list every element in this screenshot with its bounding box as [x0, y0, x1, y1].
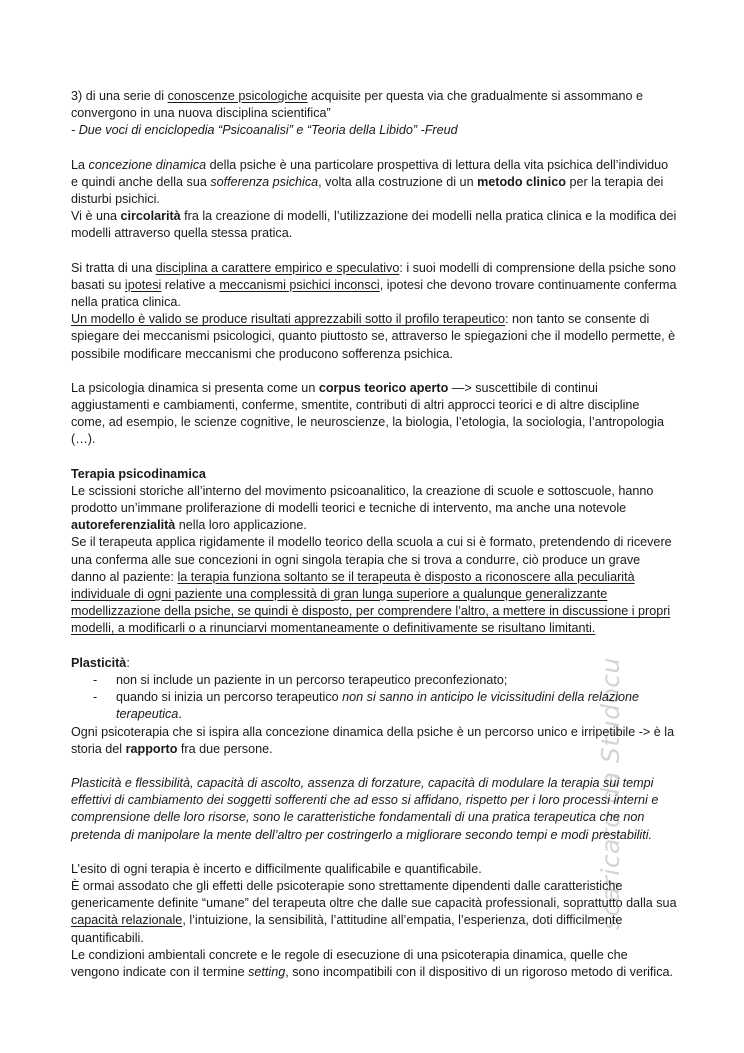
paragraph-setting: [71, 947, 677, 981]
text-run: Le condizioni ambientali concrete e le regole di esecuzione di una psicoterapia dinamica, quelle che vengono indicate con il termine: [71, 947, 628, 979]
text-run: Ogni psicoterapia che si ispira alla concezione dinamica della psiche è un percorso unico e irripetibile -> è la storia del: [71, 724, 675, 756]
italic-term: concezione dinamica: [88, 157, 207, 172]
text-run: , sono incompatibili con il dispositivo di un rigoroso metodo di verifica.: [285, 964, 674, 979]
text-run: :: [126, 655, 130, 670]
bold-term: corpus teorico aperto: [318, 380, 449, 395]
plasticita-list: [71, 672, 677, 724]
underlined-term: meccanismi psichici inconsci: [219, 277, 380, 292]
text-run: La psicologia dinamica si presenta come un: [71, 380, 319, 395]
text-run: .: [178, 707, 182, 722]
text-run: , ipotesi che devono trovare continuamente conferma nella pratica clinica.: [71, 277, 677, 310]
text-run: nella loro applicazione.: [175, 518, 307, 533]
citation: - Due voci di enciclopedia “Psicoanalisi” e “Teoria della Libido” -Freud: [71, 123, 458, 138]
text-run: fra due persone.: [177, 741, 273, 756]
underlined-term: Un modello è valido se produce risultati apprezzabili sotto il profilo terapeutico: [71, 312, 506, 327]
text-run: —> suscettibile di continui aggiustamenti e cambiamenti, conferme, smentite, contributi di altri approcci teorici e di altre discipline come, ad esempio, le scienze cognitive, le neuroscienze, la biologia, l’etologia, la sociologia, l’antropologia (…).: [71, 380, 664, 447]
underlined-term: conoscenze psicologiche: [167, 89, 308, 103]
paragraph-scissioni: [71, 483, 677, 535]
text-run: Le scissioni storiche all’interno del movimento psicoanalitico, la creazione di scuole e sottoscuole, hanno prodotto un’immane proliferazione di modelli teorici e tecniche di intervento, ma anche una notevole: [71, 483, 654, 516]
text-run: relative a: [161, 277, 220, 292]
text-run: : non tanto se consente di spiegare dei meccanismi psicologici, quanto piuttosto se, attraverso le spiegazioni che il modello permette, è possibile modificare meccanismi che producono sofferenza psichica.: [71, 312, 676, 361]
list-item: [93, 672, 677, 689]
text-run: Si tratta di una: [71, 260, 156, 275]
underlined-term: ipotesi: [124, 277, 162, 292]
section-heading-plasticita: [71, 655, 677, 672]
paragraph-esito: L’esito di ogni terapia è incerto e difficilmente qualificabile e quantificabile.: [71, 861, 482, 876]
text-run: : i suoi modelli di comprensione della psiche sono basati su: [71, 260, 676, 292]
list-item: [93, 689, 677, 723]
underlined-term: capacità relazionale: [71, 913, 183, 928]
bold-term: metodo clinico: [477, 174, 566, 189]
paragraph-disciplina: [71, 260, 677, 312]
italic-term: sofferenza psichica: [210, 174, 319, 189]
list-item-text: quando si inizia un percorso terapeutico: [116, 690, 343, 705]
watermark-text: scaricato da Studocu: [596, 657, 625, 930]
underlined-term: disciplina a carattere empirico e speculativo: [155, 260, 400, 275]
italic-term: setting: [248, 964, 286, 979]
paragraph-modello-valido: [71, 311, 677, 363]
text-run: , volta alla costruzione di un: [318, 174, 478, 189]
list-item-text: non si include un paziente in un percorso terapeutico preconfezionato;: [116, 672, 508, 687]
bold-term: rapporto: [125, 741, 178, 756]
paragraph-circolarita: [71, 208, 677, 242]
bold-heading: Plasticità: [71, 655, 127, 670]
intro-paragraph: [71, 88, 677, 122]
text-run: , l’intuizione, la sensibilità, l’attitudine all’empatia, l’esperienza, doti difficilmente quantificabili.: [71, 913, 623, 945]
document-page: [71, 88, 677, 981]
text-run: acquisite per questa via che gradualmente si assommano e convergono in una nuova disciplina scientifica”: [71, 89, 643, 121]
dash-bullet: -: [93, 690, 98, 705]
text-run: Se il terapeuta applica rigidamente il modello teorico della scuola a cui si è formato, pretendendo di ricevere una conferma alle sue concezioni in ogni singola terapia che si trova a condurre, ciò produce un grave danno al paziente:: [71, 535, 672, 584]
paragraph-concezione-dinamica: [71, 157, 677, 209]
text-run: fra la creazione di modelli, l’utilizzazione dei modelli nella pratica clinica e la modifica dei modelli attraverso quella stessa pratica.: [71, 209, 677, 241]
text-run: È ormai assodato che gli effetti delle psicoterapie sono strettamente dipendenti dalle caratteristiche genericamente definite “umane” del terapeuta oltre che dalle sue capacità professionali, soprattutto dalla sua: [71, 878, 677, 911]
dash-bullet: -: [93, 672, 98, 687]
paragraph-flessibilita: Plasticità e flessibilità, capacità di ascolto, assenza di forzature, capacità di modulare la terapia sui tempi effettivi di cambiamento dei soggetti sofferenti che ad esso si affidano, rispetto per i loro processi interni e comprensione delle loro risorse, sono le caratteristiche fondamentali di una pratica terapeutica che non pretenda di manipolare la mente dell’altro per costringerlo a migliorare secondo tempi e modi prestabiliti.: [71, 775, 659, 842]
text-run: 3) di una serie di: [71, 89, 168, 103]
text-run: della psiche è una particolare prospettiva di lettura della vita psichica dell’individuo e quindi anche della sua: [71, 157, 669, 189]
italic-term: non si sanno in anticipo le vicissitudini della relazione terapeutica: [116, 690, 639, 722]
text-run: per la terapia dei disturbi psichici.: [71, 174, 664, 207]
underlined-passage: la terapia funziona soltanto se il terapeuta è disposto a riconoscere alla peculiarità individuale di ogni paziente una complessità di gran lunga superiore a qualunque generalizzante modellizzazione della psiche, se quindi è disposto, per comprendere l’altro, a mettere in discussione i propri modelli, a modificarli o a rinunciarvi momentaneamente o definitivamente se risultano limitanti.: [71, 569, 671, 636]
paragraph-corpus-teorico: [71, 380, 677, 449]
paragraph-percorso-unico: [71, 724, 677, 758]
paragraph-effetti: [71, 878, 677, 947]
text-run: Vi è una: [71, 209, 121, 224]
text-run: La: [71, 157, 89, 172]
bold-term: circolarità: [120, 209, 181, 224]
bold-term: autoreferenzialità: [71, 518, 176, 533]
paragraph-terapeuta: [71, 534, 677, 637]
section-heading-terapia: Terapia psicodinamica: [71, 466, 206, 481]
